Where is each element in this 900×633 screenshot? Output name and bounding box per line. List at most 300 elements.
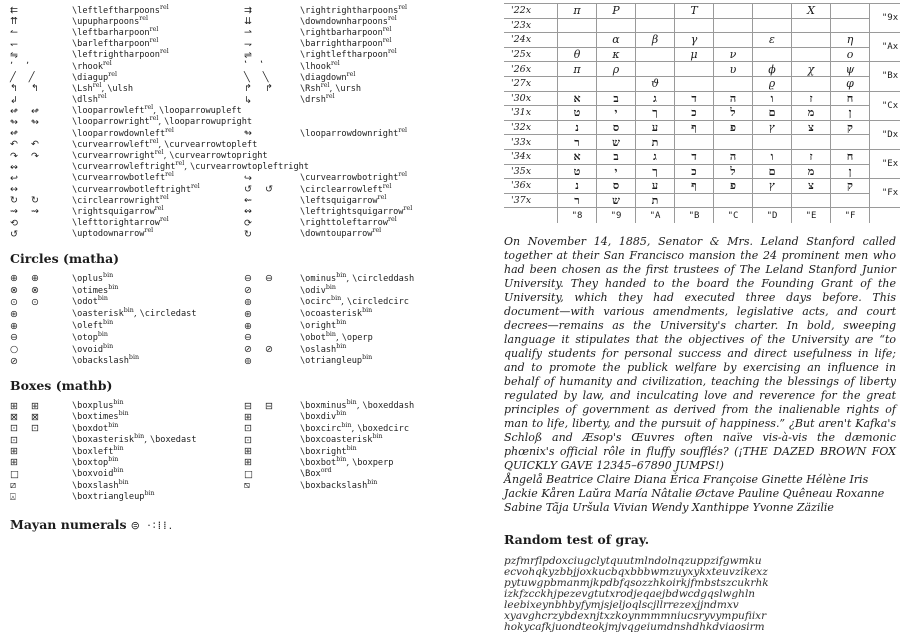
math-symbol-glyph: □: [10, 469, 72, 480]
math-symbol-glyph: ↪: [244, 173, 300, 184]
symbol-row: [10, 50, 482, 61]
latex-command: \curvearrowtopleft: [164, 140, 257, 150]
latex-command-label: [300, 412, 482, 422]
glyph-cell: χ: [792, 62, 831, 77]
symbol-row: [10, 229, 482, 240]
glyph-cell: ο: [831, 47, 870, 62]
command-type-superscript: bin: [113, 467, 123, 474]
latex-command: \rightrightharpoons: [300, 6, 398, 16]
symbol-row: [10, 297, 482, 309]
glyph-cell: [753, 193, 792, 208]
command-type-superscript: bin: [103, 319, 113, 326]
glyph-cell: י: [597, 164, 636, 179]
command-type-superscript: rel: [155, 149, 164, 156]
glyph-cell: ף: [675, 120, 714, 135]
latex-command: \ocoasterisk: [300, 309, 362, 319]
command-type-superscript: rel: [93, 82, 102, 89]
octal-row-label: '34x: [504, 149, 558, 164]
glyph-cell: ט: [558, 164, 597, 179]
symbol-row: [10, 218, 482, 229]
glyph-cell: ג: [636, 149, 675, 164]
latex-command: \rightbarharpoon: [300, 28, 383, 38]
glyph-cell: נ: [558, 120, 597, 135]
command-type-superscript: rel: [326, 93, 335, 100]
latex-command-label: [72, 492, 244, 502]
glyph-cell: [636, 62, 675, 77]
command-type-superscript: bin: [336, 343, 346, 350]
symbol-row: [10, 273, 482, 285]
hex-column-label: "E: [792, 208, 831, 224]
math-symbol-glyph: ⊡: [244, 435, 300, 446]
glyph-cell: [597, 18, 636, 33]
latex-command: \downtouparrow: [300, 229, 372, 239]
font-table-footer-row: [504, 208, 900, 224]
command-type-superscript: bin: [341, 422, 351, 429]
command-type-superscript: rel: [98, 93, 107, 100]
math-symbol-glyph: ○: [10, 344, 72, 355]
glyph-cell: ρ: [597, 62, 636, 77]
glyph-cell: ע: [636, 120, 675, 135]
latex-command-label: [72, 229, 244, 239]
mayan-numerals-line: [10, 517, 482, 532]
glyph-cell: ψ: [831, 62, 870, 77]
math-symbol-glyph: ⇊: [244, 16, 300, 27]
command-type-superscript: rel: [139, 15, 148, 22]
footer-spacer: [504, 208, 558, 224]
latex-command-label: [72, 39, 244, 49]
command-type-superscript: rel: [331, 60, 340, 67]
font-table-row: [504, 4, 900, 19]
command-type-superscript: rel: [144, 227, 153, 234]
glyph-cell: [831, 4, 870, 19]
math-symbol-glyph: ⧄: [10, 480, 72, 491]
glyph-cell: [675, 62, 714, 77]
symbol-row: [10, 173, 482, 184]
command-type-superscript: bin: [336, 456, 346, 463]
latex-command: \leftrightharpoon: [72, 50, 160, 60]
latex-command: \diagup: [72, 73, 108, 83]
latex-command: \rhook: [72, 62, 103, 72]
math-symbol-glyph: ↭: [10, 162, 72, 173]
circles-symbol-list: [10, 273, 482, 367]
math-symbol-glyph: ⇋: [10, 50, 72, 61]
latex-command-label: \ocirc$^{bin}$, \circledcirc: [300, 297, 482, 307]
command-type-superscript: rel: [150, 26, 159, 33]
latex-command-label: \boxasterisk$^{bin}$, \boxedast: [72, 435, 244, 445]
glyph-cell: ח: [831, 91, 870, 106]
latex-command: \leftsquigarrow: [300, 196, 378, 206]
command-type-superscript: rel: [175, 160, 184, 167]
math-symbol-glyph: ↶↶: [10, 139, 72, 150]
octal-row-label: '24x: [504, 33, 558, 48]
octal-row-label: '30x: [504, 91, 558, 106]
math-symbol-glyph: ↲: [10, 95, 72, 106]
latex-command: \operp: [342, 333, 373, 343]
glyph-cell: [714, 4, 753, 19]
glyph-cell: [675, 193, 714, 208]
latex-command-label: [72, 321, 244, 331]
latex-command: \looparrowleft: [72, 106, 144, 116]
latex-command: \rightsquigarrow: [72, 207, 155, 217]
command-type-superscript: rel: [398, 4, 407, 11]
math-symbol-glyph: ⊡⊡: [10, 423, 72, 434]
glyph-cell: כ: [675, 164, 714, 179]
latex-command-label: \Lsh$^{rel}$, \ulsh: [72, 84, 244, 94]
command-type-superscript: bin: [347, 445, 357, 452]
math-symbol-glyph: □: [244, 469, 300, 480]
latex-command: \boxdot: [72, 424, 108, 434]
symbol-row: [10, 150, 482, 161]
math-symbol-glyph: ↻: [244, 229, 300, 240]
math-symbol-glyph: ⊛: [244, 309, 300, 320]
latex-command-label: [300, 185, 482, 195]
glyph-cell: ו: [753, 149, 792, 164]
glyph-cell: ל: [714, 164, 753, 179]
math-symbol-glyph: ⊕: [244, 321, 300, 332]
latex-command: \ulsh: [107, 84, 133, 94]
latex-command-label: [300, 447, 482, 457]
command-type-superscript: bin: [347, 399, 357, 406]
hex-column-label: "D: [753, 208, 792, 224]
glyph-cell: מ: [792, 106, 831, 121]
symbol-row: [10, 412, 482, 423]
latex-command-label: [72, 458, 244, 468]
command-type-superscript: rel: [155, 205, 164, 212]
math-symbol-glyph: ⊖⊖: [244, 273, 300, 284]
latex-command-label: [300, 95, 482, 105]
command-type-superscript: bin: [362, 307, 372, 314]
latex-command-label: [72, 218, 244, 228]
font-table-row: [504, 193, 900, 208]
command-type-superscript: rel: [191, 183, 200, 190]
latex-command-label: [72, 6, 244, 16]
glyph-cell: ל: [714, 106, 753, 121]
octal-row-label: '27x: [504, 76, 558, 91]
gray-test-line: izkfzcckhjpezevgtutxrodjeqaejbdwcdgqslwghln: [504, 589, 896, 600]
symbol-row: [10, 457, 482, 468]
latex-command-label: [72, 356, 244, 366]
glyph-cell: [636, 47, 675, 62]
latex-command: \lefttorightarrow: [72, 218, 160, 228]
latex-command-label: [300, 356, 482, 366]
glyph-cell: ז: [792, 91, 831, 106]
latex-command: \circlearrowright: [72, 196, 160, 206]
latex-command: \oslash: [300, 345, 336, 355]
glyph-cell: ם: [753, 106, 792, 121]
footer-spacer: [870, 208, 900, 224]
gray-test-lines: [504, 556, 896, 633]
math-symbol-glyph: ↷↷: [10, 151, 72, 162]
glyph-cell: ס: [597, 179, 636, 194]
command-type-superscript: rel: [165, 171, 174, 178]
math-symbol-glyph: ʽʽ: [244, 61, 300, 72]
latex-command: \looparrowdownright: [300, 129, 398, 139]
glyph-cell: μ: [675, 47, 714, 62]
stanford-test-paragraph: On November 14, 1885, Senator & Mrs. Leland Stanford called together at their San Francisco mansion the 24 prominent men who had been chosen as the first trustees of The Leland Stanford Junior University. They handed to the board the Founding Grant of the University, which they had executed three days before. This document—with various amendments, legislative acts, and court decrees—remains as the University's charter. In bold, sweeping language it stipulates that the objectives of the University are “to qualify students for personal success and direct usefulness in life; and to promote the publick welfare by exercising an influence in behalf of humanity and civilization, teaching the blessings of liberty regulated by law, and inculcating love and reverence for the great principles of government as derived from the inalienable rights of man to life, liberty, and the pursuit of happiness.” ¿But aren't Kafka's Schloß and Æsop's Œuvres often naïve vis-à-vis the dæmonic phœnix's official rôle in fluffy soufflés? (¡THE DAZED BROWN FOX QUICKLY GAVE 12345–67890 JUMPS!): [504, 235, 896, 473]
gray-test-line: ecvohqkyzbbjjoxkucbqxbbbwmzuyxykxteuvzikexz: [504, 567, 896, 578]
gray-test-line: pytuwgpbmanmjkpdbfqsozzhkoirkjfmbstszcukrhk: [504, 578, 896, 589]
symbol-row: [10, 184, 482, 195]
symbol-row: [10, 61, 482, 72]
gray-test-heading: Random test of gray.: [504, 532, 896, 547]
glyph-cell: ך: [636, 164, 675, 179]
latex-command: \lhook: [300, 62, 331, 72]
glyph-cell: [714, 135, 753, 150]
latex-command: \boxcoasterisk: [300, 435, 372, 445]
math-symbol-glyph: ↫↫: [10, 106, 72, 117]
font-table-row: [504, 76, 900, 91]
latex-command: \oright: [300, 321, 336, 331]
latex-command: \curvearrowbotright: [300, 173, 398, 183]
latex-command: \ocirc: [300, 297, 331, 307]
math-symbol-glyph: ⇜: [244, 195, 300, 206]
command-type-superscript: rel: [160, 194, 169, 201]
symbol-row: [10, 5, 482, 16]
latex-command: \boxeddash: [362, 401, 414, 411]
latex-command: \boxdiv: [300, 412, 336, 422]
command-type-superscript: rel: [372, 227, 381, 234]
symbol-row: [10, 400, 482, 411]
glyph-cell: ו: [753, 91, 792, 106]
glyph-cell: ץ: [753, 179, 792, 194]
math-symbol-glyph: ⊞: [244, 457, 300, 468]
hex-column-label: "C: [714, 208, 753, 224]
glyph-cell: [714, 33, 753, 48]
glyph-cell: ב: [597, 91, 636, 106]
command-type-superscript: bin: [103, 343, 113, 350]
symbol-row: [10, 480, 482, 491]
latex-command: \boxplus: [72, 401, 113, 411]
command-type-superscript: rel: [150, 37, 159, 44]
latex-command-label: \looparrowright$^{rel}$, \looparrowupright: [72, 117, 482, 127]
glyph-cell: ט: [558, 106, 597, 121]
latex-command: \boxedcirc: [357, 424, 409, 434]
command-type-superscript: rel: [150, 115, 159, 122]
latex-command-label: \Rsh$^{rel}$, \ursh: [300, 84, 482, 94]
latex-command-label: [72, 412, 244, 422]
glyph-cell: ד: [675, 91, 714, 106]
latex-command: \boxminus: [300, 401, 347, 411]
math-symbol-glyph: ⊠⊠: [10, 412, 72, 423]
glyph-cell: [753, 4, 792, 19]
latex-command-label: [72, 481, 244, 491]
command-type-superscript: bin: [331, 295, 341, 302]
glyph-cell: פ: [714, 179, 753, 194]
math-symbol-glyph: ⊞: [244, 446, 300, 457]
hex-column-label: "9: [597, 208, 636, 224]
math-symbol-glyph: ↻↻: [10, 195, 72, 206]
latex-command: \looparrowupright: [164, 117, 252, 127]
octal-row-label: '25x: [504, 47, 558, 62]
command-type-superscript: bin: [336, 410, 346, 417]
glyph-cell: [675, 135, 714, 150]
latex-command: \barrightharpoon: [300, 39, 383, 49]
glyph-cell: ה: [714, 91, 753, 106]
latex-command: \leftbarharpoon: [72, 28, 150, 38]
math-symbol-glyph: ↬↬: [10, 117, 72, 128]
latex-command: \curvearrowleft: [72, 140, 150, 150]
glyph-cell: ה: [714, 149, 753, 164]
glyph-cell: ר: [558, 193, 597, 208]
mayan-numerals-label: Mayan numerals: [10, 517, 127, 532]
latex-command: \obot: [300, 333, 326, 343]
glyph-cell: ק: [831, 179, 870, 194]
latex-command-label: [72, 345, 244, 355]
font-table-row: [504, 179, 900, 194]
arrows-symbol-list: [10, 5, 482, 240]
math-symbol-glyph: ⊕⊕: [10, 273, 72, 284]
latex-command-label: [300, 309, 482, 319]
symbol-row: [10, 344, 482, 356]
hex-column-label: "8: [558, 208, 597, 224]
latex-command-label: [300, 286, 482, 296]
glyph-cell: מ: [792, 164, 831, 179]
glyph-cell: א: [558, 91, 597, 106]
glyph-cell: [675, 76, 714, 91]
glyph-cell: [714, 193, 753, 208]
math-symbol-glyph: ⇇: [10, 5, 72, 16]
latex-command: \looparrowright: [72, 117, 150, 127]
command-type-superscript: rel: [388, 15, 397, 22]
gray-test-line: hokycafkjuondteokjmjvqgeiumdnshdhkdviaosirm: [504, 622, 896, 633]
latex-command-label: [300, 435, 482, 445]
symbol-row: [10, 39, 482, 50]
latex-command: \circledast: [140, 309, 197, 319]
math-symbol-glyph: ↔: [10, 184, 72, 195]
latex-command: \curvearrowtopleftright: [190, 162, 309, 172]
command-type-superscript: bin: [108, 284, 118, 291]
math-symbol-glyph: ⊕: [10, 321, 72, 332]
math-symbol-glyph: ⟳: [244, 218, 300, 229]
command-type-superscript: bin: [108, 422, 118, 429]
command-type-superscript: rel: [398, 127, 407, 134]
symbol-row: [10, 320, 482, 332]
command-type-superscript: rel: [378, 194, 387, 201]
font-table-row: [504, 91, 900, 106]
symbol-row: [10, 308, 482, 320]
command-type-superscript: bin: [98, 295, 108, 302]
glyph-cell: ג: [636, 91, 675, 106]
glyph-cell: γ: [675, 33, 714, 48]
command-type-superscript: rel: [103, 60, 112, 67]
font-table-row: [504, 164, 900, 179]
glyph-cell: θ: [558, 47, 597, 62]
octal-row-label: '31x: [504, 106, 558, 121]
math-symbol-glyph: ⇈: [10, 16, 72, 27]
latex-command: \ovoid: [72, 345, 103, 355]
glyph-cell: κ: [597, 47, 636, 62]
latex-command-label: [72, 185, 244, 195]
glyph-cell: כ: [675, 106, 714, 121]
hex-column-label: "A: [636, 208, 675, 224]
latex-command-label: [300, 218, 482, 228]
command-type-superscript: bin: [134, 433, 144, 440]
glyph-cell: [792, 33, 831, 48]
glyph-cell: [792, 76, 831, 91]
latex-command: \righttoleftarrow: [300, 218, 388, 228]
latex-command: \boxedast: [150, 435, 197, 445]
latex-command-label: [72, 173, 244, 183]
latex-command-label: [72, 447, 244, 457]
glyph-cell: ק: [831, 120, 870, 135]
math-symbol-glyph: ↼: [10, 27, 72, 38]
latex-command-label: \boxminus$^{bin}$, \boxeddash: [300, 401, 482, 411]
command-type-superscript: bin: [119, 479, 129, 486]
latex-command: \Rsh: [300, 84, 321, 94]
command-type-superscript: bin: [113, 445, 123, 452]
latex-command: \curvearrowtopright: [169, 151, 267, 161]
command-type-superscript: rel: [160, 4, 169, 11]
latex-command: \boxleft: [72, 447, 113, 457]
font-table-row: [504, 18, 900, 33]
left-page: [10, 5, 482, 532]
latex-command-label: [72, 469, 244, 479]
glyph-cell: [558, 76, 597, 91]
latex-command: \boxvoid: [72, 469, 113, 479]
symbol-row: [10, 72, 482, 83]
latex-command: \downdownharpoons: [300, 17, 388, 27]
hex-group-label: "Ax: [870, 33, 900, 62]
symbol-row: [10, 491, 482, 502]
glyph-cell: X: [792, 4, 831, 19]
latex-command: \circleddash: [352, 274, 414, 284]
symbol-row: [10, 446, 482, 457]
latex-command: \circlearrowleft: [300, 185, 383, 195]
command-type-superscript: rel: [383, 37, 392, 44]
glyph-cell: P: [597, 4, 636, 19]
command-type-superscript: bin: [362, 354, 372, 361]
latex-command-label: [72, 207, 244, 217]
octal-row-label: '26x: [504, 62, 558, 77]
octal-row-label: '37x: [504, 193, 558, 208]
glyph-cell: [636, 18, 675, 33]
math-symbol-glyph: ⊞: [10, 446, 72, 457]
latex-command: \boxtriangleup: [72, 492, 144, 502]
command-type-superscript: rel: [383, 26, 392, 33]
glyph-cell: ε: [753, 33, 792, 48]
latex-command: \boxperp: [352, 458, 393, 468]
math-symbol-glyph: ⊙⊙: [10, 297, 72, 308]
glyph-cell: נ: [558, 179, 597, 194]
latex-command-label: [300, 481, 482, 491]
latex-command-label: [72, 424, 244, 434]
glyph-cell: ף: [675, 179, 714, 194]
command-type-superscript: rel: [398, 171, 407, 178]
latex-command: \odiv: [300, 286, 326, 296]
octal-row-label: '22x: [504, 4, 558, 19]
glyph-cell: [831, 193, 870, 208]
latex-command-label: [300, 321, 482, 331]
latex-command-label: [72, 274, 244, 284]
font-character-table: [504, 3, 900, 223]
latex-command: \boxtop: [72, 458, 108, 468]
math-symbol-glyph: ╲╲: [244, 72, 300, 83]
symbol-row: [10, 356, 482, 368]
symbol-row: [10, 434, 482, 445]
symbol-row: [10, 206, 482, 217]
glyph-cell: π: [558, 4, 597, 19]
math-symbol-glyph: ⊗⊗: [10, 285, 72, 296]
hex-group-label: "Dx: [870, 120, 900, 149]
latex-command-label: \curvearrowleftright$^{rel}$, \curvearrowtopleftright: [72, 162, 482, 172]
latex-command: \ursh: [335, 84, 361, 94]
symbol-row: [10, 285, 482, 297]
octal-row-label: '32x: [504, 120, 558, 135]
latex-command: \boxcirc: [300, 424, 341, 434]
glyph-cell: ν: [714, 47, 753, 62]
gray-test-line: xyavghcrzybdexnjtxzkoynmmmniucsryvympufiixr: [504, 611, 896, 622]
latex-command: \boxright: [300, 447, 347, 457]
